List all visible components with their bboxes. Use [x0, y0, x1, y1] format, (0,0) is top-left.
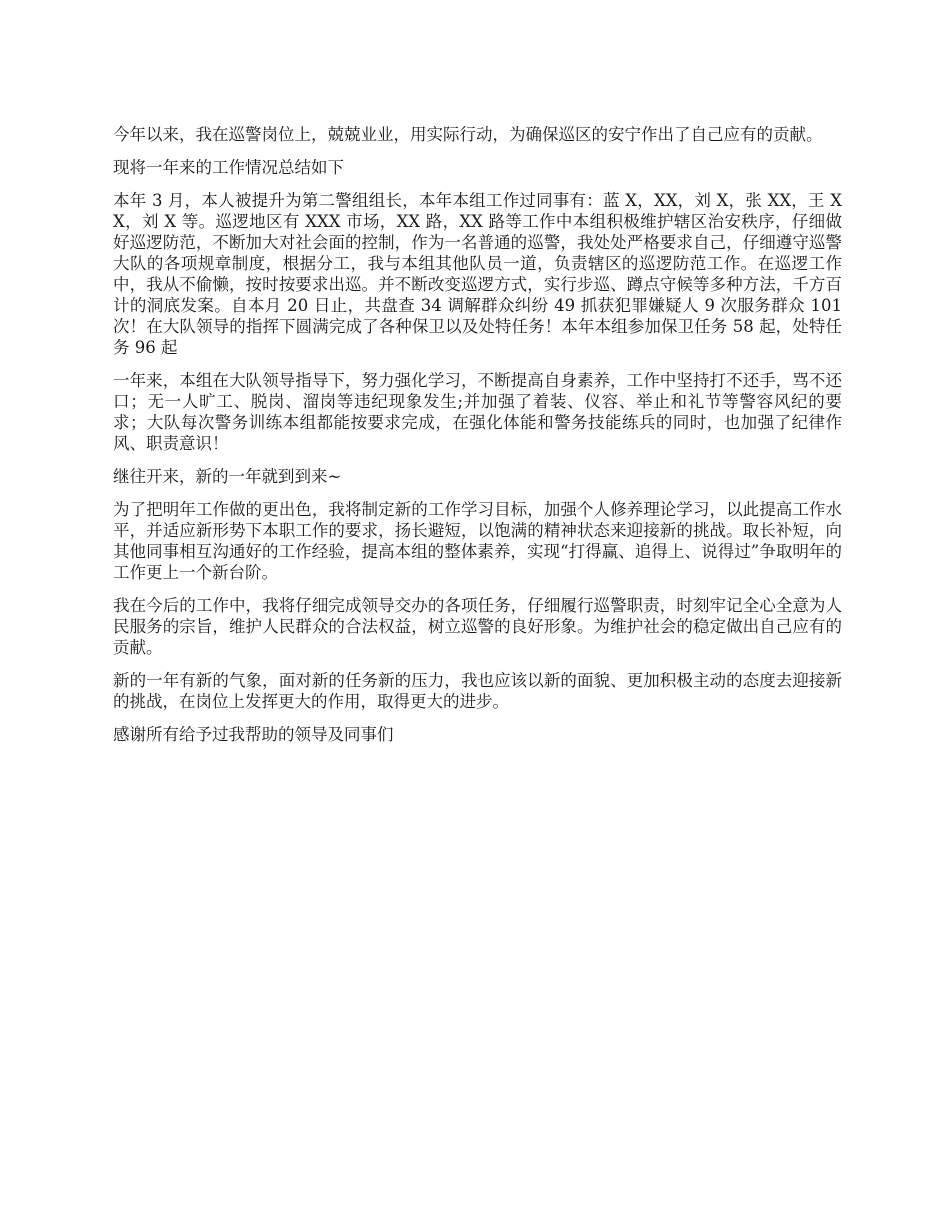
paragraph-patrol-work: 本年 3 月，本人被提升为第二警组组长，本年本组工作过同事有：蓝 X，XX，刘 X，张 XX，王 XX，刘 X 等。巡逻地区有 XXX 市场，XX 路，XX 路等工作中本组积极维护辖区治安秩序，仔细做好巡逻防范，不断加大对社会面的控制，作为一名普通的巡警，我处处严格要求自己，仔细遵守巡警大队的各项规章制度，根据分工，我与本组其他队员一道，负责辖区的巡逻防范工作。在巡逻工作中，我从不偷懒，按时按要求出巡。并不断改变巡逻方式，实行步巡、蹲点守候等多种方法，千方百计的洞底发案。自本月 20 日止，共盘查 34 调解群众纠纷 49 抓获犯罪嫌疑人 9 次服务群众 101 次！在大队领导的指挥下圆满完成了各种保卫以及处特任务！本年本组参加保卫任务 58 起，处特任务 96 起 — [113, 191, 842, 357]
paragraph-discipline: 一年来，本组在大队领导指导下，努力强化学习，不断提高自身素养，工作中坚持打不还手，骂不还口；无一人旷工、脱岗、溜岗等违纪现象发生;并加强了着装、仪容、举止和礼节等警容风纪的要求；大队每次警务训练本组都能按要求完成，在强化体能和警务技能练兵的同时，也加强了纪律作风、职责意识！ — [113, 371, 842, 453]
paragraph-new-challenges: 新的一年有新的气象，面对新的任务新的压力，我也应该以新的面貌、更加积极主动的态度去迎接新的挑战，在岗位上发挥更大的作用，取得更大的进步。 — [113, 671, 842, 711]
paragraph-transition: 继往开来，新的一年就到到来~ — [113, 467, 342, 486]
paragraph-summary-lead: 现将一年来的工作情况总结如下 — [113, 158, 344, 177]
paragraph-intro: 今年以来，我在巡警岗位上，兢兢业业，用实际行动，为确保巡区的安宁作出了自己应有的贡献。 — [113, 125, 823, 144]
paragraph-thanks: 感谢所有给予过我帮助的领导及同事们 — [113, 725, 394, 744]
paragraph-future-duties: 我在今后的工作中，我将仔细完成领导交办的各项任务，仔细履行巡警职责，时刻牢记全心全意为人民服务的宗旨，维护人民群众的合法权益，树立巡警的良好形象。为维护社会的稳定做出自己应有的贡献。 — [113, 596, 842, 657]
paragraph-next-year-goals: 为了把明年工作做的更出色，我将制定新的工作学习目标，加强个人修养理论学习，以此提高工作水平，并适应新形势下本职工作的要求，扬长避短，以饱满的精神状态来迎接新的挑战。取长补短，向其他同事相互沟通好的工作经验，提高本组的整体素养，实现“打得赢、追得上、说得过”争取明年的工作更上一个新台阶。 — [113, 500, 842, 582]
